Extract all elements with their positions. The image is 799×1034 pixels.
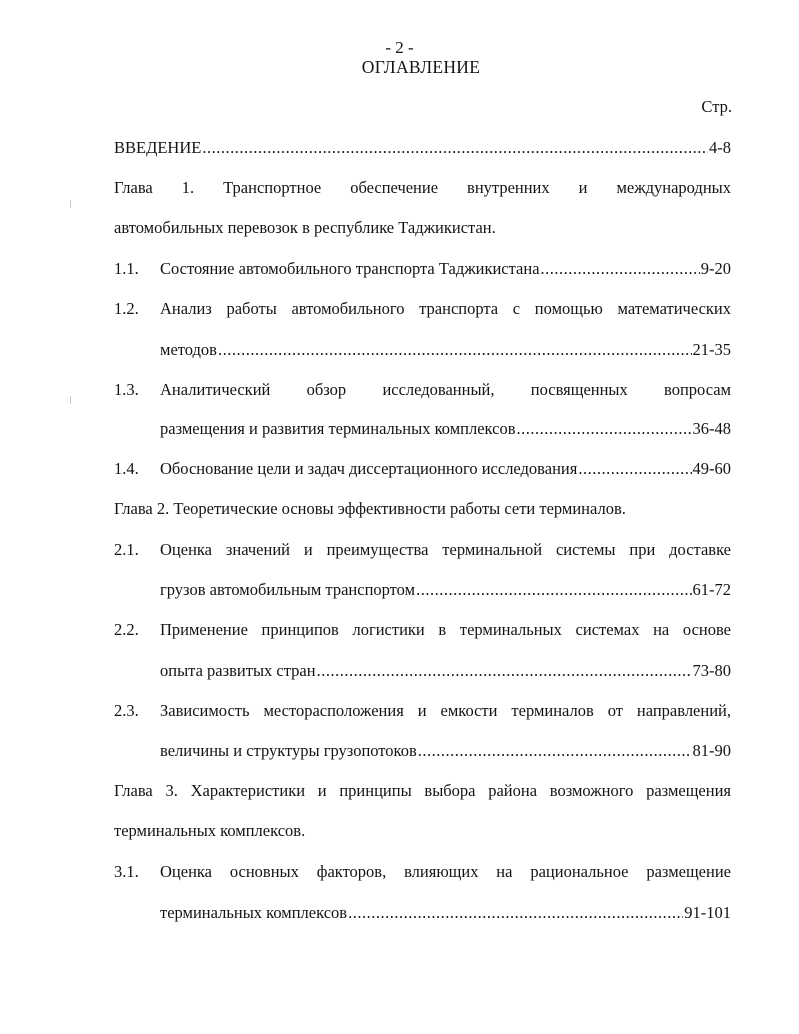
toc-entry-2-1 [160, 579, 731, 601]
dot-leader [317, 660, 692, 682]
toc-entry-text: Обоснование цели и задач диссертационного исследования [160, 459, 578, 478]
toc-entry-pages: 73-80 [692, 661, 731, 680]
toc-entry-text: грузов автомобильным транспортом [160, 580, 416, 599]
toc-entry-pages: 61-72 [692, 580, 731, 599]
dot-leader [517, 418, 692, 440]
dot-leader [541, 258, 700, 280]
toc-entry-3-1-line1: Оценка основных факторов, влияющих на рациональное размещение [160, 862, 731, 881]
scan-mark [70, 396, 71, 404]
toc-entry-text: терминальных комплексов [160, 903, 348, 922]
section-number: 2.3. [114, 701, 139, 720]
toc-entry-2-2-line1: Применение принципов логистики в терминальных системах на основе [160, 620, 731, 639]
section-number: 3.1. [114, 862, 139, 881]
toc-entry-text: размещения и развития терминальных комплексов [160, 419, 516, 438]
toc-entry-1-1 [160, 258, 731, 280]
dot-leader [348, 902, 683, 924]
dot-leader [578, 458, 691, 480]
toc-entry-1-4 [160, 458, 731, 480]
toc-entry-text: Состояние автомобильного транспорта Таджикистана [160, 259, 540, 278]
dot-leader [418, 740, 692, 762]
toc-entry-2-2 [160, 660, 731, 682]
section-number: 2.2. [114, 620, 139, 639]
toc-entry-1-2 [160, 339, 731, 361]
toc-entry-text: опыта развитых стран [160, 661, 316, 680]
toc-entry-intro [114, 137, 731, 159]
dot-leader [218, 339, 692, 361]
toc-entry-pages: 9-20 [700, 259, 731, 278]
dot-leader [416, 579, 691, 601]
toc-entry-3-1 [160, 902, 731, 924]
toc-entry-pages: 21-35 [692, 340, 731, 359]
scan-mark [70, 200, 71, 208]
section-number: 1.3. [114, 380, 139, 399]
toc-entry-pages: 4-8 [709, 138, 731, 157]
chapter-3-heading: Глава 3. Характеристики и принципы выбора района возможного размещения [114, 781, 731, 800]
section-number: 2.1. [114, 540, 139, 559]
toc-entry-1-3 [160, 418, 731, 440]
toc-entry-2-3-line1: Зависимость месторасположения и емкости терминалов от направлений, [160, 701, 731, 720]
page-number: - 2 - [385, 38, 414, 57]
section-number: 1.1. [114, 259, 139, 278]
chapter-3-heading-cont: терминальных комплексов. [114, 821, 306, 840]
toc-entry-2-1-line1: Оценка значений и преимущества терминальной системы при доставке [160, 540, 731, 559]
chapter-2-heading: Глава 2. Теоретические основы эффективности работы сети терминалов. [114, 499, 626, 518]
toc-entry-1-3-line1: Аналитический обзор исследованный, посвященных вопросам [160, 380, 731, 399]
toc-entry-pages: 36-48 [692, 419, 731, 438]
dot-leader [202, 137, 708, 159]
section-number: 1.4. [114, 459, 139, 478]
section-number: 1.2. [114, 299, 139, 318]
toc-entry-pages: 91-101 [684, 903, 731, 922]
toc-entry-1-2-line1: Анализ работы автомобильного транспорта с помощью математических [160, 299, 731, 318]
toc-entry-2-3 [160, 740, 731, 762]
toc-entry-pages: 49-60 [692, 459, 731, 478]
page-title: ОГЛАВЛЕНИЕ [361, 57, 481, 77]
page-column-label: Стр. [701, 97, 732, 116]
toc-entry-text: ВВЕДЕНИЕ [114, 138, 202, 157]
toc-entry-text: методов [160, 340, 217, 359]
toc-entry-text: величины и структуры грузопотоков [160, 741, 417, 760]
toc-entry-pages: 81-90 [692, 741, 731, 760]
chapter-1-heading: Глава 1. Транспортное обеспечение внутренних и международных [114, 178, 731, 197]
chapter-1-heading-cont: автомобильных перевозок в республике Таджикистан. [114, 218, 496, 237]
